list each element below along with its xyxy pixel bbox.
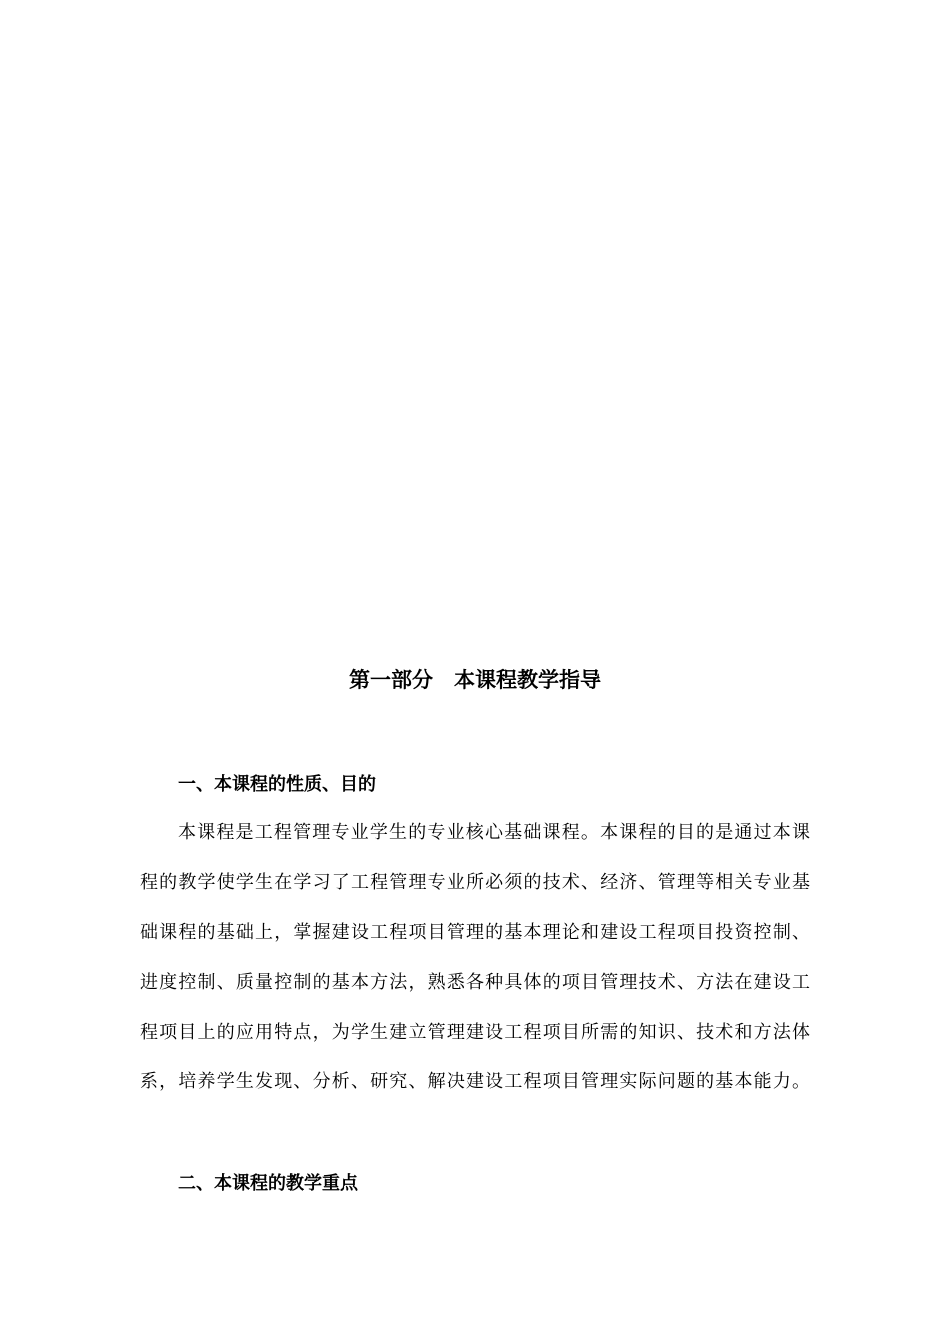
paragraph-line: 本课程是工程管理专业学生的专业核心基础课程。本课程的目的是通过本课	[178, 822, 812, 843]
paragraph-line: 程的教学使学生在学习了工程管理专业所必须的技术、经济、管理等相关专业基	[140, 872, 812, 893]
paragraph-line: 进度控制、质量控制的基本方法，熟悉各种具体的项目管理技术、方法在建设工	[140, 972, 812, 993]
page-title: 第一部分 本课程教学指导	[349, 668, 601, 692]
section-heading-nature-purpose: 一、本课程的性质、目的	[178, 774, 376, 795]
paragraph-line: 程项目上的应用特点，为学生建立管理建设工程项目所需的知识、技术和方法体	[140, 1022, 812, 1043]
section-heading-teaching-focus: 二、本课程的教学重点	[178, 1173, 358, 1194]
paragraph-line: 础课程的基础上，掌握建设工程项目管理的基本理论和建设工程项目投资控制、	[140, 922, 812, 943]
paragraph-line: 系，培养学生发现、分析、研究、解决建设工程项目管理实际问题的基本能力。	[140, 1071, 812, 1092]
